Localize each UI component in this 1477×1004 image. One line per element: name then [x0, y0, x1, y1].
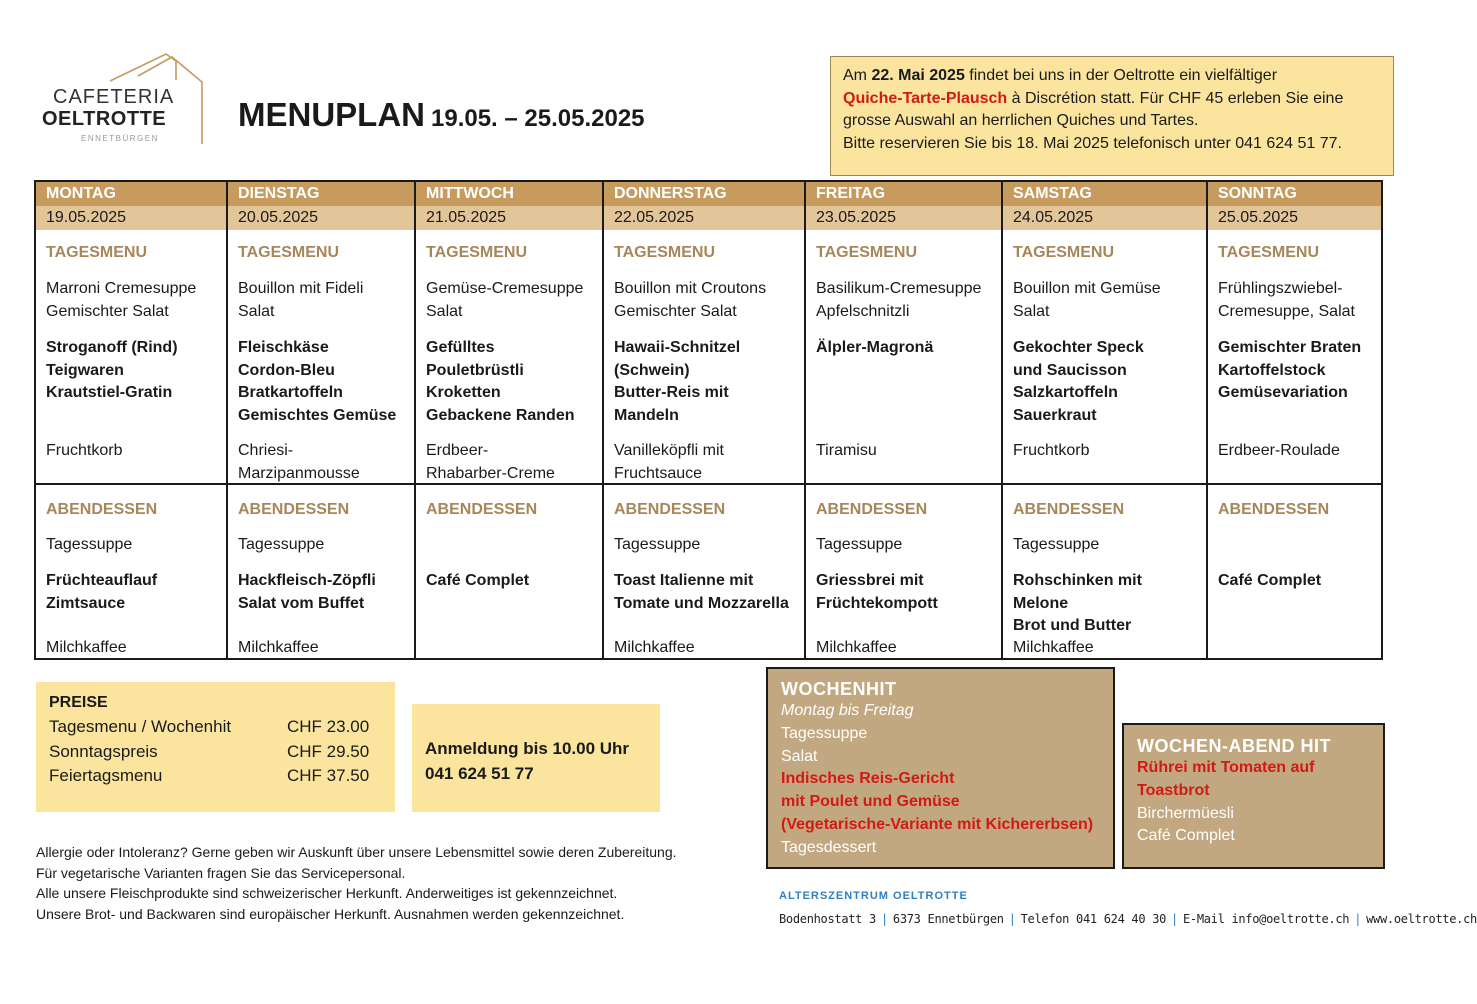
lunch-section-label: TAGESMENU: [1013, 244, 1115, 261]
wochenhit-item: Salat: [781, 747, 818, 765]
price-value: CHF 23.00: [287, 717, 370, 736]
lunch-main-dish: Salzkartoffeln: [1013, 384, 1118, 401]
note-line: Für vegetarische Varianten fragen Sie das Servicepersonal.: [36, 864, 406, 881]
dinner-starter: Tagessuppe: [46, 536, 133, 553]
notice-text: à Discrétion statt. Für CHF 45 erleben Sie eine: [1007, 89, 1344, 107]
lunch-dessert: Marzipanmousse: [238, 464, 360, 482]
note-line: Unsere Brot- und Backwaren sind europäischer Herkunft. Ausnahmen werden gekennzeichnet.: [36, 905, 625, 922]
price-row: [49, 740, 395, 765]
lunch-dessert: Fruchtkorb: [1013, 442, 1090, 459]
dinner-main-dish: Früchtekompott: [816, 594, 938, 612]
price-label: Tagesmenu / Wochenhit: [49, 717, 232, 736]
lunch-main-dish: Gemischtes Gemüse: [238, 406, 397, 424]
logo-line-cafeteria: CAFETERIA: [53, 86, 175, 108]
wochenhit-main-dish: mit Poulet und Gemüse: [781, 793, 960, 811]
notice-text: grosse Auswahl an herrlichen Quiches und Tartes.: [843, 112, 1199, 129]
price-label: Feiertagsmenu: [49, 766, 163, 785]
wochenhit-veg-variant: (Vegetarische-Variante mit Kichererbsen): [781, 815, 1094, 833]
lunch-starter: Bouillon mit Fideli: [238, 280, 364, 297]
day-column-donnerstag: [602, 182, 804, 658]
lunch-dessert: Vanilleköpfli mit: [614, 442, 724, 459]
day-name: MONTAG: [36, 182, 226, 206]
dinner-drink: Milchkaffee: [1013, 639, 1094, 656]
dinner-main-dish: Salat vom Buffet: [238, 594, 365, 612]
logo-line-oeltrotte: OELTROTTE: [42, 108, 167, 130]
lunch-starter: Gemüse-Cremesuppe: [426, 280, 584, 297]
footer-email-link[interactable]: E-Mail info@oeltrotte.ch: [1182, 912, 1350, 926]
footer-street: Bodenhostatt 3: [779, 912, 876, 926]
dinner-main-dish: Hackfleisch-Zöpfli: [238, 572, 376, 589]
dinner-starter: Tagessuppe: [1013, 536, 1100, 553]
lunch-main-dish: Sauerkraut: [1013, 406, 1097, 424]
wochenhit-main-dish: Indisches Reis-Gericht: [781, 770, 955, 788]
price-box: [36, 682, 395, 812]
logo: [42, 48, 218, 148]
day-column-samstag: [1001, 182, 1206, 658]
event-notice: [830, 56, 1394, 176]
separator: |: [1171, 912, 1178, 926]
lunch-dessert: Fruchtsauce: [614, 464, 703, 482]
day-column-montag: [36, 182, 226, 658]
lunch-main-dish: und Saucisson: [1013, 361, 1127, 379]
lunch-main-dish: Cordon-Bleu: [238, 361, 335, 379]
abendhit-main-dish: Rührei mit Tomaten auf: [1137, 759, 1315, 776]
lunch-starter: Basilikum-Cremesuppe: [816, 280, 982, 297]
footer-contact-line: [779, 912, 1477, 926]
dinner-drink: Milchkaffee: [46, 639, 127, 656]
price-value: CHF 29.50: [287, 741, 370, 761]
wochenhit-item: Tagesdessert: [781, 838, 877, 856]
lunch-main-dish: Fleischkäse: [238, 339, 329, 356]
day-name: FREITAG: [806, 182, 1001, 206]
day-date: 22.05.2025: [604, 206, 804, 230]
dinner-drink: Milchkaffee: [614, 639, 695, 656]
day-date: 21.05.2025: [416, 206, 602, 230]
wochenhit-subtitle: Montag bis Freitag: [781, 702, 914, 719]
notice-text: Am: [843, 67, 872, 84]
dinner-section-label: ABENDESSEN: [238, 501, 350, 518]
lunch-dessert: Erdbeer-Roulade: [1218, 442, 1340, 459]
lunch-main-dish: Teigwaren: [46, 361, 124, 379]
lunch-main-dish: Mandeln: [614, 406, 679, 424]
lunch-section-label: TAGESMENU: [238, 244, 340, 261]
price-heading: PREISE: [49, 694, 108, 711]
lunch-main-dish: Kartoffelstock: [1218, 361, 1326, 379]
lunch-dessert: Rhabarber-Creme: [426, 464, 555, 482]
wochenhit-box: [766, 667, 1115, 869]
lunch-section-label: TAGESMENU: [614, 244, 716, 261]
notice-reservation: Bitte reservieren Sie bis 18. Mai 2025 telefonisch unter 041 624 51 77.: [843, 134, 1342, 152]
day-date: 19.05.2025: [36, 206, 226, 230]
dinner-main-dish: Tomate und Mozzarella: [614, 594, 789, 612]
lunch-section-label: TAGESMENU: [426, 244, 528, 261]
dinner-main-dish: Café Complet: [426, 572, 530, 589]
lunch-main-dish: Gefülltes: [426, 339, 495, 356]
lunch-starter: Cremesuppe, Salat: [1218, 302, 1355, 320]
day-column-sonntag: [1206, 182, 1381, 658]
signup-box: [412, 704, 660, 812]
lunch-starter: Gemischter Salat: [46, 302, 169, 320]
lunch-main-dish: Kroketten: [426, 384, 501, 401]
day-date: 23.05.2025: [806, 206, 1001, 230]
footer-town: 6373 Ennetbürgen: [892, 912, 1004, 926]
dinner-starter: Tagessuppe: [238, 536, 325, 553]
lunch-main-dish: Gebackene Randen: [426, 406, 575, 424]
lunch-dessert: Fruchtkorb: [46, 442, 123, 459]
lunch-starter: Apfelschnitzli: [816, 302, 910, 320]
price-label: Sonntagspreis: [49, 741, 158, 761]
lunch-starter: Salat: [238, 302, 275, 320]
lunch-main-dish: Älpler-Magronä: [816, 339, 934, 356]
lunch-starter: Bouillon mit Croutons: [614, 280, 767, 297]
title-dates: 19.05. – 25.05.2025: [431, 105, 645, 132]
lunch-main-dish: Gemüsevariation: [1218, 384, 1348, 401]
day-column-mittwoch: [414, 182, 602, 658]
title-main: MENUPLAN: [238, 96, 425, 133]
lunch-dessert: Chriesi-: [238, 442, 294, 459]
wochenhit-heading: WOCHENHIT: [781, 679, 897, 699]
dinner-section-label: ABENDESSEN: [816, 501, 928, 518]
dinner-section-label: ABENDESSEN: [426, 501, 538, 518]
notice-date: 22. Mai 2025: [871, 67, 965, 84]
day-name: MITTWOCH: [416, 182, 602, 206]
footer-website-link[interactable]: www.oeltrotte.ch: [1366, 912, 1477, 926]
lunch-section-label: TAGESMENU: [816, 244, 918, 261]
dinner-section-label: ABENDESSEN: [1218, 501, 1330, 518]
day-column-dienstag: [226, 182, 414, 658]
lunch-main-dish: Krautstiel-Gratin: [46, 384, 173, 401]
dinner-section-label: ABENDESSEN: [1013, 501, 1125, 518]
lunch-main-dish: Bratkartoffeln: [238, 384, 343, 401]
footer-org: ALTERSZENTRUM OELTROTTE: [779, 890, 968, 902]
lunch-dessert: Tiramisu: [816, 442, 877, 459]
day-name: DIENSTAG: [228, 182, 414, 206]
lunch-starter: Frühlingszwiebel-: [1218, 280, 1343, 297]
lunch-main-dish: Gemischter Braten: [1218, 339, 1362, 356]
lunch-main-dish: (Schwein): [614, 361, 690, 379]
signup-deadline: Anmeldung bis 10.00 Uhr: [425, 739, 630, 758]
signup-phone: 041 624 51 77: [425, 764, 534, 783]
lunch-starter: Salat: [426, 302, 463, 320]
dinner-main-dish: Café Complet: [1218, 572, 1322, 589]
dinner-drink: Milchkaffee: [816, 639, 897, 656]
footer-address: [779, 890, 1477, 926]
dinner-main-dish: Griessbrei mit: [816, 572, 924, 589]
week-menu-table: [34, 180, 1383, 660]
abendhit-item: Birchermüesli: [1137, 804, 1234, 822]
price-row: [49, 715, 395, 740]
wochenhit-item: Tagessuppe: [781, 724, 868, 742]
lunch-starter: Marroni Cremesuppe: [46, 280, 197, 297]
footer-phone: Telefon 041 624 40 30: [1020, 912, 1167, 926]
lunch-section-label: TAGESMENU: [1218, 244, 1320, 261]
separator: |: [880, 912, 888, 926]
day-column-freitag: [804, 182, 1001, 658]
lunch-starter: Bouillon mit Gemüse: [1013, 280, 1161, 297]
dinner-main-dish: Rohschinken mit: [1013, 572, 1142, 589]
section-divider: [34, 483, 1383, 485]
day-date: 24.05.2025: [1003, 206, 1206, 230]
notice-event-name: Quiche-Tarte-Plausch: [843, 89, 1008, 107]
dinner-drink: Milchkaffee: [238, 639, 319, 656]
dinner-section-label: ABENDESSEN: [614, 501, 726, 518]
lunch-dessert: Erdbeer-: [426, 442, 489, 459]
lunch-main-dish: Hawaii-Schnitzel: [614, 339, 741, 356]
lunch-main-dish: Pouletbrüstli: [426, 361, 524, 379]
lunch-main-dish: Butter-Reis mit: [614, 384, 729, 401]
abendhit-main-dish: Toastbrot: [1137, 781, 1210, 799]
abendhit-box: [1122, 723, 1385, 869]
lunch-starter: Gemischter Salat: [614, 302, 737, 320]
abendhit-item: Café Complet: [1137, 827, 1235, 845]
dinner-main-dish: Melone: [1013, 594, 1069, 612]
day-name: SONNTAG: [1208, 182, 1381, 206]
price-value: CHF 37.50: [287, 766, 370, 785]
day-name: DONNERSTAG: [604, 182, 804, 206]
lunch-starter: Salat: [1013, 302, 1050, 320]
day-name: SAMSTAG: [1003, 182, 1206, 206]
price-row: [49, 764, 395, 789]
dinner-main-dish: Früchteauflauf: [46, 572, 158, 589]
lunch-main-dish: Gekochter Speck: [1013, 339, 1144, 356]
note-line: Allergie oder Intoleranz? Gerne geben wir Auskunft über unsere Lebensmittel sowie deren Zubereitung.: [36, 844, 677, 860]
lunch-main-dish: Stroganoff (Rind): [46, 339, 178, 356]
abendhit-heading: WOCHEN-ABEND HIT: [1137, 736, 1331, 756]
page-title: [238, 96, 645, 134]
dinner-main-dish: Zimtsauce: [46, 594, 126, 612]
dinner-section-label: ABENDESSEN: [46, 501, 158, 518]
logo-line-ennetbuergen: ENNETBÜRGEN: [81, 134, 159, 143]
lunch-section-label: TAGESMENU: [46, 244, 148, 261]
notice-text: findet bei uns in der Oeltrotte ein vielfältiger: [964, 67, 1278, 84]
separator: |: [1354, 912, 1362, 926]
dinner-main-dish: Toast Italienne mit: [614, 572, 754, 589]
dinner-starter: Tagessuppe: [614, 536, 701, 553]
day-date: 20.05.2025: [228, 206, 414, 230]
allergy-notes: [36, 842, 677, 924]
note-line: Alle unsere Fleischprodukte sind schweizerischer Herkunft. Anderweitiges ist gekennzeichnet.: [36, 885, 618, 901]
separator: |: [1008, 912, 1016, 926]
dinner-starter: Tagessuppe: [816, 536, 903, 553]
dinner-main-dish: Brot und Butter: [1013, 617, 1132, 634]
day-date: 25.05.2025: [1208, 206, 1381, 230]
